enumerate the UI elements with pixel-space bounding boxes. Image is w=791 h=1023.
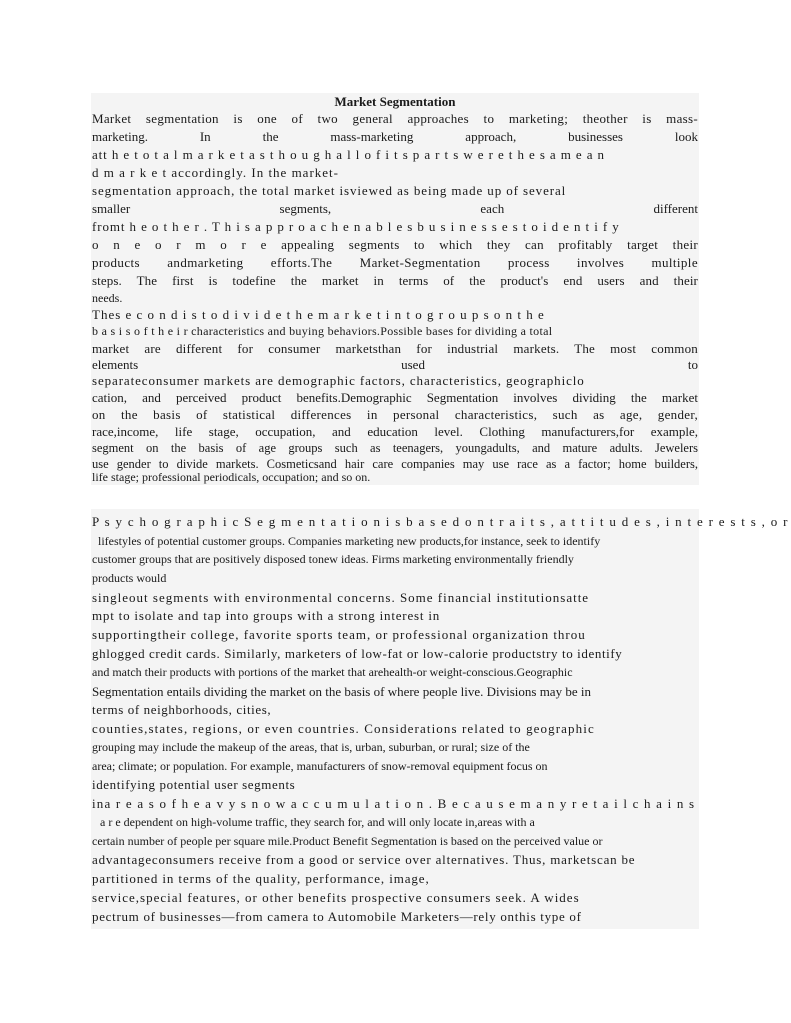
text-line: o n e o r m o r e appealing segments to which they can profitably target their — [92, 237, 698, 252]
text-line: race,income, life stage, occupation, and education level. Clothing manufacturers,for example, — [92, 424, 698, 439]
text-line: area; climate; or population. For example, manufacturers of snow-removal equipment focus on — [92, 759, 548, 773]
text-line: lifestyles of potential customer groups. Companies marketing new products,for instance, seek to identify — [98, 534, 601, 548]
text-line: separateconsumer markets are demographic factors, characteristics, geographiclo — [92, 373, 585, 388]
page-title: Market Segmentation — [334, 94, 456, 109]
text-line: customer groups that are positively disposed tonew ideas. Firms marketing environmentally friendly — [92, 552, 574, 566]
text-line: service,special features, or other benefits prospective consumers seek. A wides — [92, 890, 580, 905]
text-line: elements used to — [92, 357, 698, 372]
text-line: marketing. In the mass-marketing approach, businesses look — [92, 129, 698, 144]
text-line: mpt to isolate and tap into groups with a strong interest in — [92, 608, 441, 623]
text-line: Thes e c o n d i s t o d i v i d e t h e m a r k e t i n t o g r o u p s o n t h e — [92, 307, 545, 322]
text-line: products andmarketing efforts.The Market-Segmentation process involves multiple — [92, 255, 698, 270]
text-line: segment on the basis of age groups such as teenagers, youngadults, and mature adults. Jewelers — [92, 441, 698, 455]
text-line: advantageconsumers receive from a good or service over alternatives. Thus, marketscan be — [92, 852, 636, 867]
text-line: fromt h e o t h e r . T h i s a p p r o a c h e n a b l e s b u s i n e s s e s t o i d e n t i f y — [92, 219, 620, 234]
text-line: supportingtheir college, favorite sports team, or professional organization throu — [92, 627, 586, 642]
text-line: products would — [92, 571, 167, 585]
text-line: Segmentation entails dividing the market on the basis of where people live. Divisions may be in — [92, 684, 591, 699]
text-line: P s y c h o g r a p h i c S e g m e n t a t i o n i s b a s e d o n t r a i t s , a t t i t u d e s , i n t e r e s t s , o r — [92, 514, 789, 529]
text-line: segmentation approach, the total market isviewed as being made up of several — [92, 183, 567, 198]
text-line: grouping may include the makeup of the areas, that is, urban, suburban, or rural; size of the — [92, 740, 530, 754]
text-line: b a s i s o f t h e i r characteristics and buying behaviors.Possible bases for dividing a total — [92, 324, 553, 338]
text-line: identifying potential user segments — [92, 777, 296, 792]
text-line: needs. — [92, 291, 123, 305]
text-line: use gender to divide markets. Cosmeticsand hair care companies may use race as a factor; home builders, — [92, 457, 698, 471]
text-line: terms of neighborhoods, cities, — [92, 702, 272, 717]
text-line: ghlogged credit cards. Similarly, marketers of low-fat or low-calorie productstry to identify — [92, 646, 623, 661]
text-line: and match their products with portions of the market that arehealth-or weight-conscious.Geographic — [92, 665, 573, 679]
text-line: Market segmentation is one of two general approaches to marketing; theother is mass- — [92, 111, 698, 126]
text-line: pectrum of businesses—from camera to Automobile Marketers—rely onthis type of — [92, 909, 582, 924]
text-line: ina r e a s o f h e a v y s n o w a c c u m u l a t i o n . B e c a u s e m a n y r e t a i l c h a i n s — [92, 796, 696, 811]
text-line: on the basis of statistical differences in personal characteristics, such as age, gender, — [92, 407, 698, 422]
text-line: market are different for consumer marketsthan for industrial markets. The most common — [92, 341, 698, 356]
text-line: att h e t o t a l m a r k e t a s t h o u g h a l l o f i t s p a r t s w e r e t h e s a m e a n — [92, 147, 605, 162]
text-line: counties,states, regions, or even countries. Considerations related to geographic — [92, 721, 595, 736]
text-line: steps. The first is todefine the market in terms of the product's end users and their — [92, 273, 698, 288]
text-line: smaller segments, each different — [92, 201, 698, 216]
text-line: d m a r k e t accordingly. In the market- — [92, 165, 339, 180]
text-line: a r e dependent on high-volume traffic, they search for, and will only locate in,areas with a — [100, 815, 535, 829]
text-line: singleout segments with environmental concerns. Some financial institutionsatte — [92, 590, 590, 605]
text-line: life stage; professional periodicals, occupation; and so on. — [92, 470, 371, 484]
text-line: certain number of people per square mile.Product Benefit Segmentation is based on the perceived value or — [92, 834, 603, 848]
text-line: partitioned in terms of the quality, performance, image, — [92, 871, 430, 886]
text-line: cation, and perceived product benefits.Demographic Segmentation involves dividing the market — [92, 390, 698, 405]
